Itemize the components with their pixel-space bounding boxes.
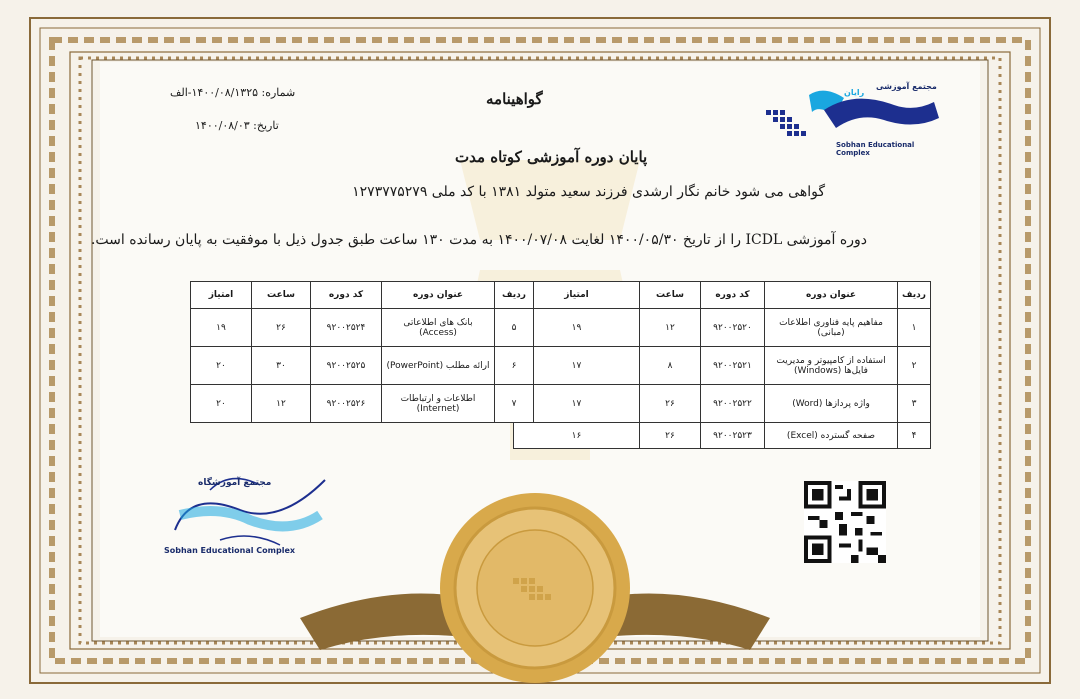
cell-code: ۹۲۰۰۲۵۲۰ [701, 309, 765, 347]
cell-code: ۹۲۰۰۲۵۲۲ [701, 385, 765, 423]
cell-title: مفاهیم پایه فناوری اطلاعات (مبانی) [765, 309, 898, 347]
cell-score: ۲۰ [191, 385, 252, 423]
cell-title: اطلاعات و ارتباطات (Internet) [382, 385, 495, 423]
header-row-number: ردیف [898, 282, 931, 309]
table-row [514, 385, 931, 423]
cell-title: استفاده از کامپیوتر و مدیریت فایل‌ها (Windows) [765, 347, 898, 385]
cell-row-number: ۵ [495, 309, 534, 347]
header-code: کد دوره [311, 282, 382, 309]
cell-row-number: ۴ [898, 423, 931, 449]
header-hours: ساعت [640, 282, 701, 309]
certificate-title: گواهینامه [486, 90, 543, 108]
cell-row-number: ۱ [898, 309, 931, 347]
gold-seal [300, 478, 770, 688]
qr-code [804, 481, 886, 563]
cell-row-number: ۲ [898, 347, 931, 385]
course-line: دوره آموزشی ICDL را از تاریخ ۱۴۰۰/۰۵/۳۰ لغایت ۱۴۰۰/۰۷/۰۸ به مدت ۱۳۰ ساعت طبق جدول ذیل با موفقیت به پایان رسانده است. [90, 232, 867, 248]
cell-row-number: ۷ [495, 385, 534, 423]
table-row [191, 385, 534, 423]
table-header-row [514, 282, 931, 309]
cell-score: ۱۹ [191, 309, 252, 347]
cell-hours: ۲۶ [640, 423, 701, 449]
table-row [514, 347, 931, 385]
certificate-date: تاریخ: ۱۴۰۰/۰۸/۰۳ [195, 119, 279, 132]
sobhan-logo [764, 80, 949, 157]
cell-score: ۲۰ [191, 347, 252, 385]
cell-score: ۱۷ [514, 347, 640, 385]
header-title: عنوان دوره [765, 282, 898, 309]
cell-hours: ۱۲ [640, 309, 701, 347]
cell-code: ۹۲۰۰۲۵۲۴ [311, 309, 382, 347]
courses-table-left [190, 281, 534, 423]
cell-title: واژه پردازها (Word) [765, 385, 898, 423]
cell-hours: ۸ [640, 347, 701, 385]
header-hours: ساعت [252, 282, 311, 309]
certificate-subtitle: پایان دوره آموزشی کوتاه مدت [455, 148, 648, 166]
cell-title: بانک های اطلاعاتی (Access) [382, 309, 495, 347]
courses-table-right [513, 281, 931, 449]
table-row [191, 309, 534, 347]
stamp-top-text: مجتمع آموزشگاه [198, 478, 272, 488]
cell-code: ۹۲۰۰۲۵۲۳ [701, 423, 765, 449]
certificate-number: شماره: ۱۴۰۰/۰۸/۱۳۲۵-الف [170, 86, 296, 99]
header-row-number: ردیف [495, 282, 534, 309]
table-row [514, 423, 931, 449]
cell-code: ۹۲۰۰۲۵۲۱ [701, 347, 765, 385]
cell-row-number: ۳ [898, 385, 931, 423]
table-row [191, 347, 534, 385]
cell-title: ارائه مطلب (PowerPoint) [382, 347, 495, 385]
logo-top-line: مجتمع آموزشی [876, 82, 937, 91]
table-header-row [191, 282, 534, 309]
cell-code: ۹۲۰۰۲۵۲۵ [311, 347, 382, 385]
cell-code: ۹۲۰۰۲۵۲۶ [311, 385, 382, 423]
logo-english: Sobhan Educational Complex [836, 141, 915, 157]
header-code: کد دوره [701, 282, 765, 309]
cell-score: ۱۹ [514, 309, 640, 347]
cell-score: ۱۷ [514, 385, 640, 423]
cell-hours: ۲۶ [252, 309, 311, 347]
header-score: امتیاز [191, 282, 252, 309]
logo-side-word: رایان [844, 88, 865, 97]
stamp-english: Sobhan Educational Complex [164, 546, 296, 555]
cell-score: ۱۶ [514, 423, 640, 449]
header-title: عنوان دوره [382, 282, 495, 309]
table-row [514, 309, 931, 347]
cell-hours: ۲۶ [640, 385, 701, 423]
cell-row-number: ۶ [495, 347, 534, 385]
cell-hours: ۳۰ [252, 347, 311, 385]
header-score: امتیاز [514, 282, 640, 309]
cell-hours: ۱۲ [252, 385, 311, 423]
recipient-line: گواهی می شود خانم نگار ارشدی فرزند سعید متولد ۱۳۸۱ با کد ملی ۱۲۷۳۷۷۵۲۷۹ [352, 184, 825, 200]
cell-title: صفحه گسترده (Excel) [765, 423, 898, 449]
